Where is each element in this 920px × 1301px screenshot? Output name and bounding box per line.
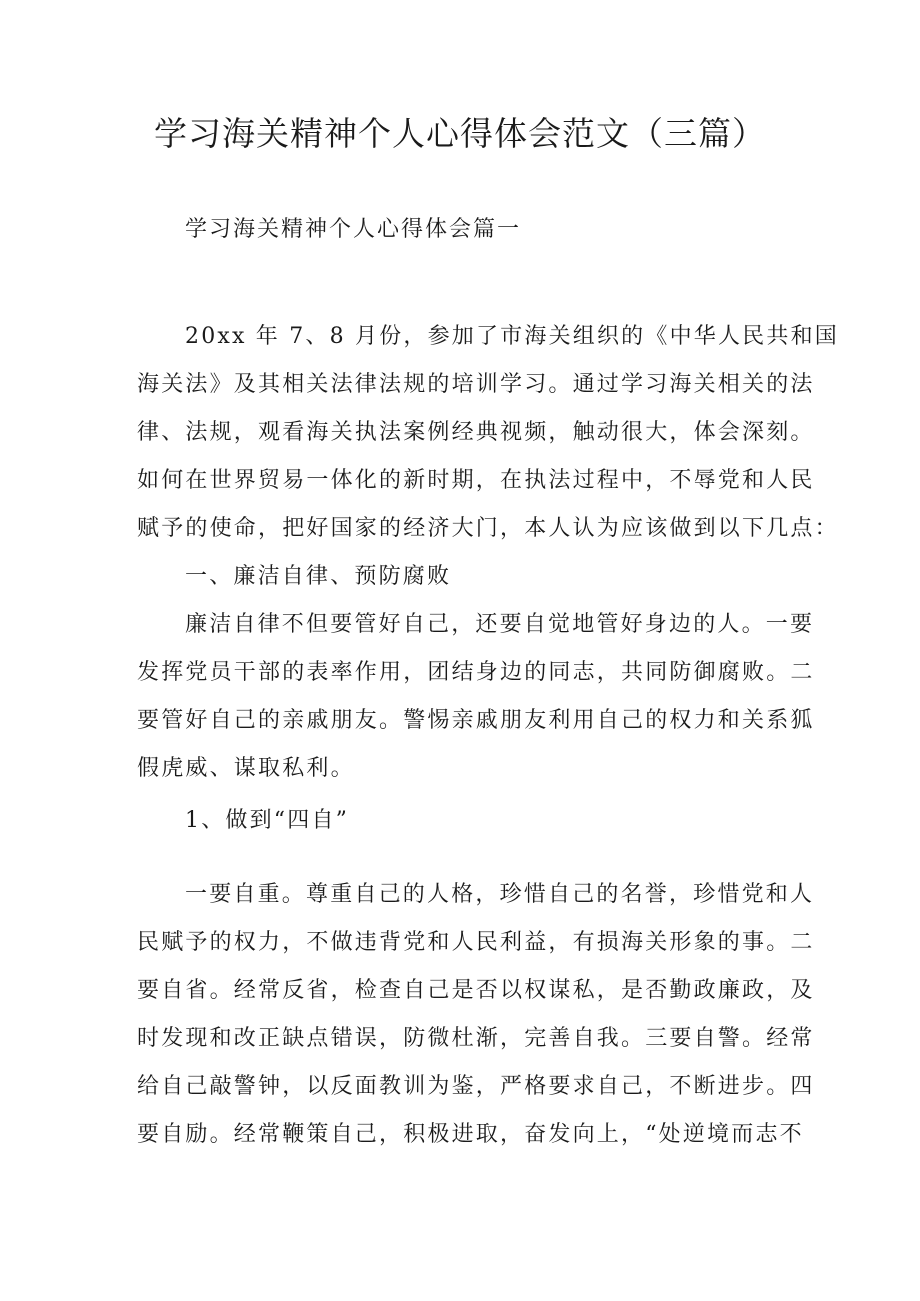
paragraph-line: 海关法》及其相关法律法规的培训学习。通过学习海关相关的法 [137,372,815,397]
paragraph-line: 20xx 年 7、8 月份，参加了市海关组织的《中华人民共和国 [185,324,839,349]
paragraph-line: 赋予的使命，把好国家的经济大门，本人认为应该做到以下几点： [137,516,839,541]
paragraph-line: 如何在世界贸易一体化的新时期，在执法过程中，不辱党和人民 [137,468,815,493]
paragraph-line: 律、法规，观看海关执法案例经典视频，触动很大，体会深刻。 [137,420,815,445]
paragraph-line: 时发现和改正缺点错误，防微杜渐，完善自我。三要自警。经常 [137,1026,815,1051]
paragraph-line: 要管好自己的亲戚朋友。警惕亲戚朋友利用自己的权力和关系狐 [137,708,815,733]
paragraph-line: 要自励。经常鞭策自己，积极进取，奋发向上，“处逆境而志不 [137,1122,804,1147]
section-heading-text: 一、廉洁自律、预防腐败 [185,564,452,589]
section-subtitle: 学习海关精神个人心得体会篇一 [185,217,522,242]
subheading-four-self [137,797,797,845]
document-title: 学习海关精神个人心得体会范文（三篇） [154,114,766,153]
paragraph-line: 一要自重。尊重自己的人格，珍惜自己的名誉，珍惜党和人 [185,882,815,907]
subheading-text: 1、做到“四自” [185,808,350,833]
paragraph-line: 廉洁自律不但要管好自己，还要自觉地管好身边的人。一要 [185,612,815,637]
paragraph-integrity [137,601,815,793]
paragraph-line: 民赋予的权力，不做违背党和人民利益，有损海关形象的事。二 [137,930,815,955]
paragraph-four-self [137,871,815,1159]
section-heading-1 [137,553,797,601]
paragraph-intro [137,313,839,553]
paragraph-line: 给自己敲警钟，以反面教训为鉴，严格要求自己，不断进步。四 [137,1074,815,1099]
paragraph-line: 要自省。经常反省，检查自己是否以权谋私，是否勤政廉政，及 [137,978,815,1003]
paragraph-line: 发挥党员干部的表率作用，团结身边的同志，共同防御腐败。二 [137,660,815,685]
paragraph-line: 假虎威、谋取私利。 [137,756,355,781]
